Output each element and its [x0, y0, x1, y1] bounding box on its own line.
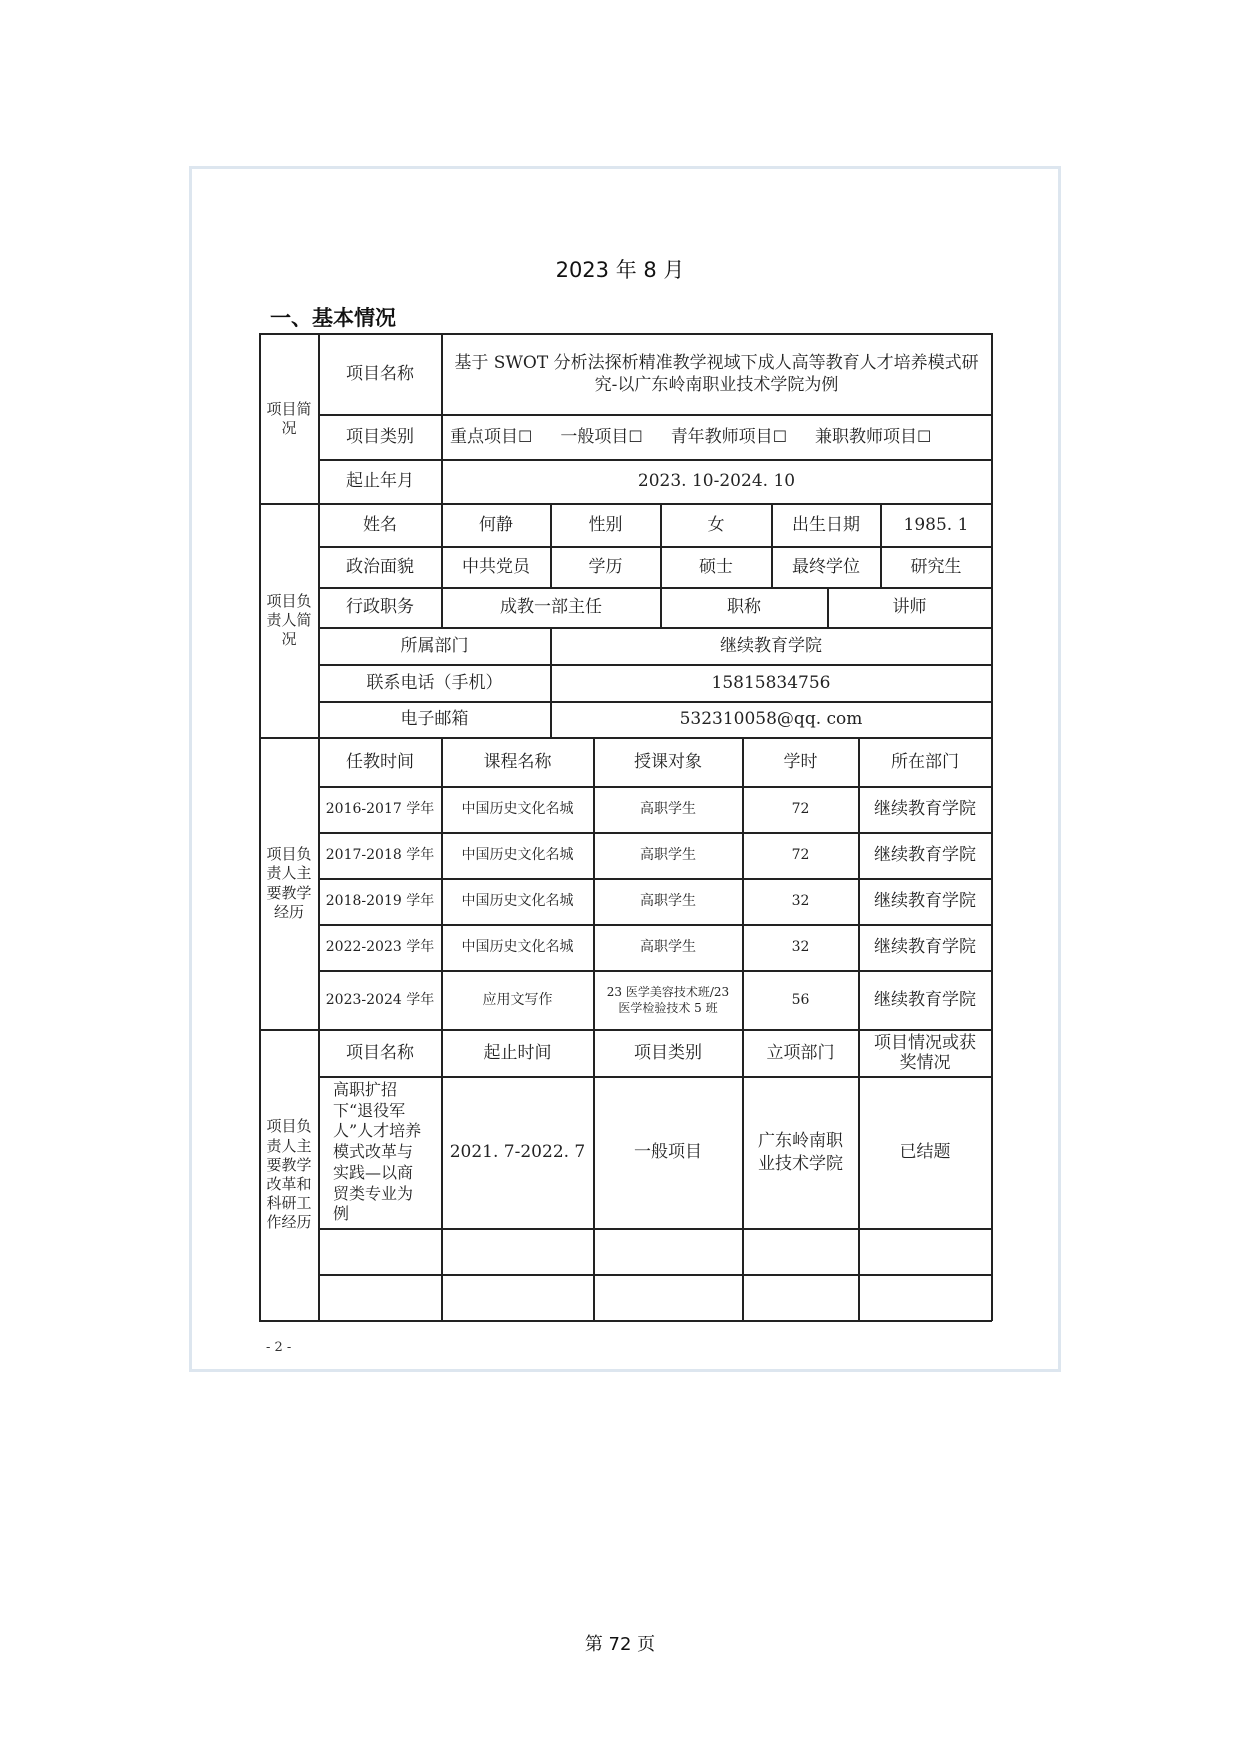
table-row-cell: 中国历史文化名城 [461, 939, 574, 956]
leader-admin-label: 行政职务 [346, 597, 414, 618]
table-row-cell: 继续教育学院 [874, 891, 976, 912]
research-header-period: 起止时间 [483, 1042, 552, 1063]
table-row-cell: 72 [791, 801, 810, 818]
leader-admin-value: 成教一部主任 [500, 597, 602, 618]
page-footer: 第 72 页 [584, 1634, 656, 1655]
research-header-category: 项目类别 [634, 1042, 702, 1063]
teaching-header-course: 课程名称 [483, 751, 552, 772]
table-row-cell: 高职扩招下“退役军人”人才培养模式改革与实践—以商贸类专业为例 [333, 1079, 422, 1224]
table-row-cell: 2021. 7-2022. 7 [449, 1142, 586, 1163]
table-row-cell: 23 医学美容技术班/23 医学检验技术 5 班 [606, 984, 730, 1015]
section-title: 一、基本情况 [270, 306, 396, 330]
table-row-cell: 中国历史文化名城 [461, 893, 574, 910]
project-category-options [442, 415, 991, 459]
project-category-label: 项目类别 [346, 426, 414, 447]
group-label-research: 项目负责人主要教学改革和科研工作经历 [266, 1117, 312, 1232]
teaching-header-time: 任教时间 [346, 751, 414, 772]
project-period-label: 起止年月 [346, 471, 414, 492]
table-row-cell: 56 [791, 991, 810, 1008]
table-row-cell: 2016-2017 学年 [325, 801, 435, 818]
table-row-cell: 32 [791, 939, 810, 956]
category-option-key[interactable]: 重点项目☐ [450, 426, 533, 447]
leader-political-label: 政治面貌 [346, 556, 414, 577]
table-row-cell: 高职学生 [640, 893, 696, 910]
table-row-cell: 2017-2018 学年 [325, 847, 435, 864]
teaching-header-audience: 授课对象 [634, 751, 702, 772]
leader-birth-value: 1985. 1 [903, 514, 969, 535]
table-row-cell: 高职学生 [640, 847, 696, 864]
checkbox-icon: ☐ [518, 426, 533, 446]
group-label-leader: 项目负责人简况 [266, 591, 312, 649]
table-row-cell: 高职学生 [640, 801, 696, 818]
leader-dept-value: 继续教育学院 [720, 635, 822, 656]
category-option-part-time[interactable]: 兼职教师项目☐ [815, 426, 932, 447]
table-row-cell: 应用文写作 [482, 991, 553, 1008]
leader-gender-value: 女 [707, 514, 725, 535]
page-marker: - 2 - [266, 1340, 292, 1355]
table-row-cell: 广东岭南职业技术学院 [758, 1131, 843, 1174]
research-header-name: 项目名称 [346, 1042, 414, 1063]
table-row-cell: 一般项目 [634, 1142, 702, 1163]
group-label-project-overview: 项目简况 [266, 399, 312, 437]
table-row-cell: 2023-2024 学年 [325, 991, 435, 1008]
table-row-cell: 继续教育学院 [874, 989, 976, 1010]
research-header-status: 项目情况或获奖情况 [874, 1032, 976, 1073]
table-row-cell: 72 [791, 847, 810, 864]
research-header-dept: 立项部门 [766, 1042, 835, 1063]
table-row-cell: 继续教育学院 [874, 937, 976, 958]
category-option-general[interactable]: 一般项目☐ [560, 426, 643, 447]
leader-degree-label: 最终学位 [792, 556, 860, 577]
teaching-header-dept: 所在部门 [891, 751, 959, 772]
leader-name-value: 何静 [479, 514, 513, 535]
leader-phone-value: 15815834756 [711, 672, 831, 693]
category-option-young-teacher[interactable]: 青年教师项目☐ [670, 426, 788, 447]
leader-birth-label: 出生日期 [792, 514, 860, 535]
checkbox-icon: ☐ [628, 426, 643, 446]
leader-email-label: 电子邮箱 [400, 709, 469, 730]
table-row-cell: 2022-2023 学年 [325, 939, 435, 956]
table-row-cell: 继续教育学院 [874, 799, 976, 820]
leader-education-value: 硕士 [699, 556, 733, 577]
leader-title-label: 职称 [727, 597, 761, 618]
leader-education-label: 学历 [588, 556, 623, 577]
table-row-cell: 32 [791, 893, 810, 910]
teaching-header-hours: 学时 [783, 751, 818, 772]
leader-phone-label: 联系电话（手机） [366, 672, 503, 693]
table-row-cell: 中国历史文化名城 [461, 801, 574, 818]
leader-political-value: 中共党员 [462, 556, 530, 577]
table-row-cell: 2018-2019 学年 [325, 893, 435, 910]
leader-gender-label: 性别 [588, 514, 623, 535]
leader-degree-value: 研究生 [910, 556, 962, 577]
table-row-cell: 高职学生 [640, 939, 696, 956]
leader-email-value[interactable]: 532310058@qq. com [679, 709, 863, 730]
group-label-teaching: 项目负责人主要教学经历 [266, 845, 312, 921]
checkbox-icon: ☐ [772, 426, 788, 446]
table-row-cell: 继续教育学院 [874, 845, 976, 866]
document-date: 2023 年 8 月 [555, 258, 685, 282]
leader-name-label: 姓名 [363, 514, 397, 535]
project-name-label: 项目名称 [346, 363, 414, 384]
table-row-cell: 已结题 [899, 1142, 951, 1163]
checkbox-icon: ☐ [917, 426, 932, 446]
table-row-cell: 中国历史文化名城 [461, 847, 574, 864]
leader-dept-label: 所属部门 [400, 635, 469, 656]
leader-title-value: 讲师 [892, 597, 927, 618]
project-name-value: 基于 SWOT 分析法探析精准教学视域下成人高等教育人才培养模式研究-以广东岭南职业技术学院为例 [454, 352, 979, 395]
project-period-value: 2023. 10-2024. 10 [637, 471, 796, 492]
